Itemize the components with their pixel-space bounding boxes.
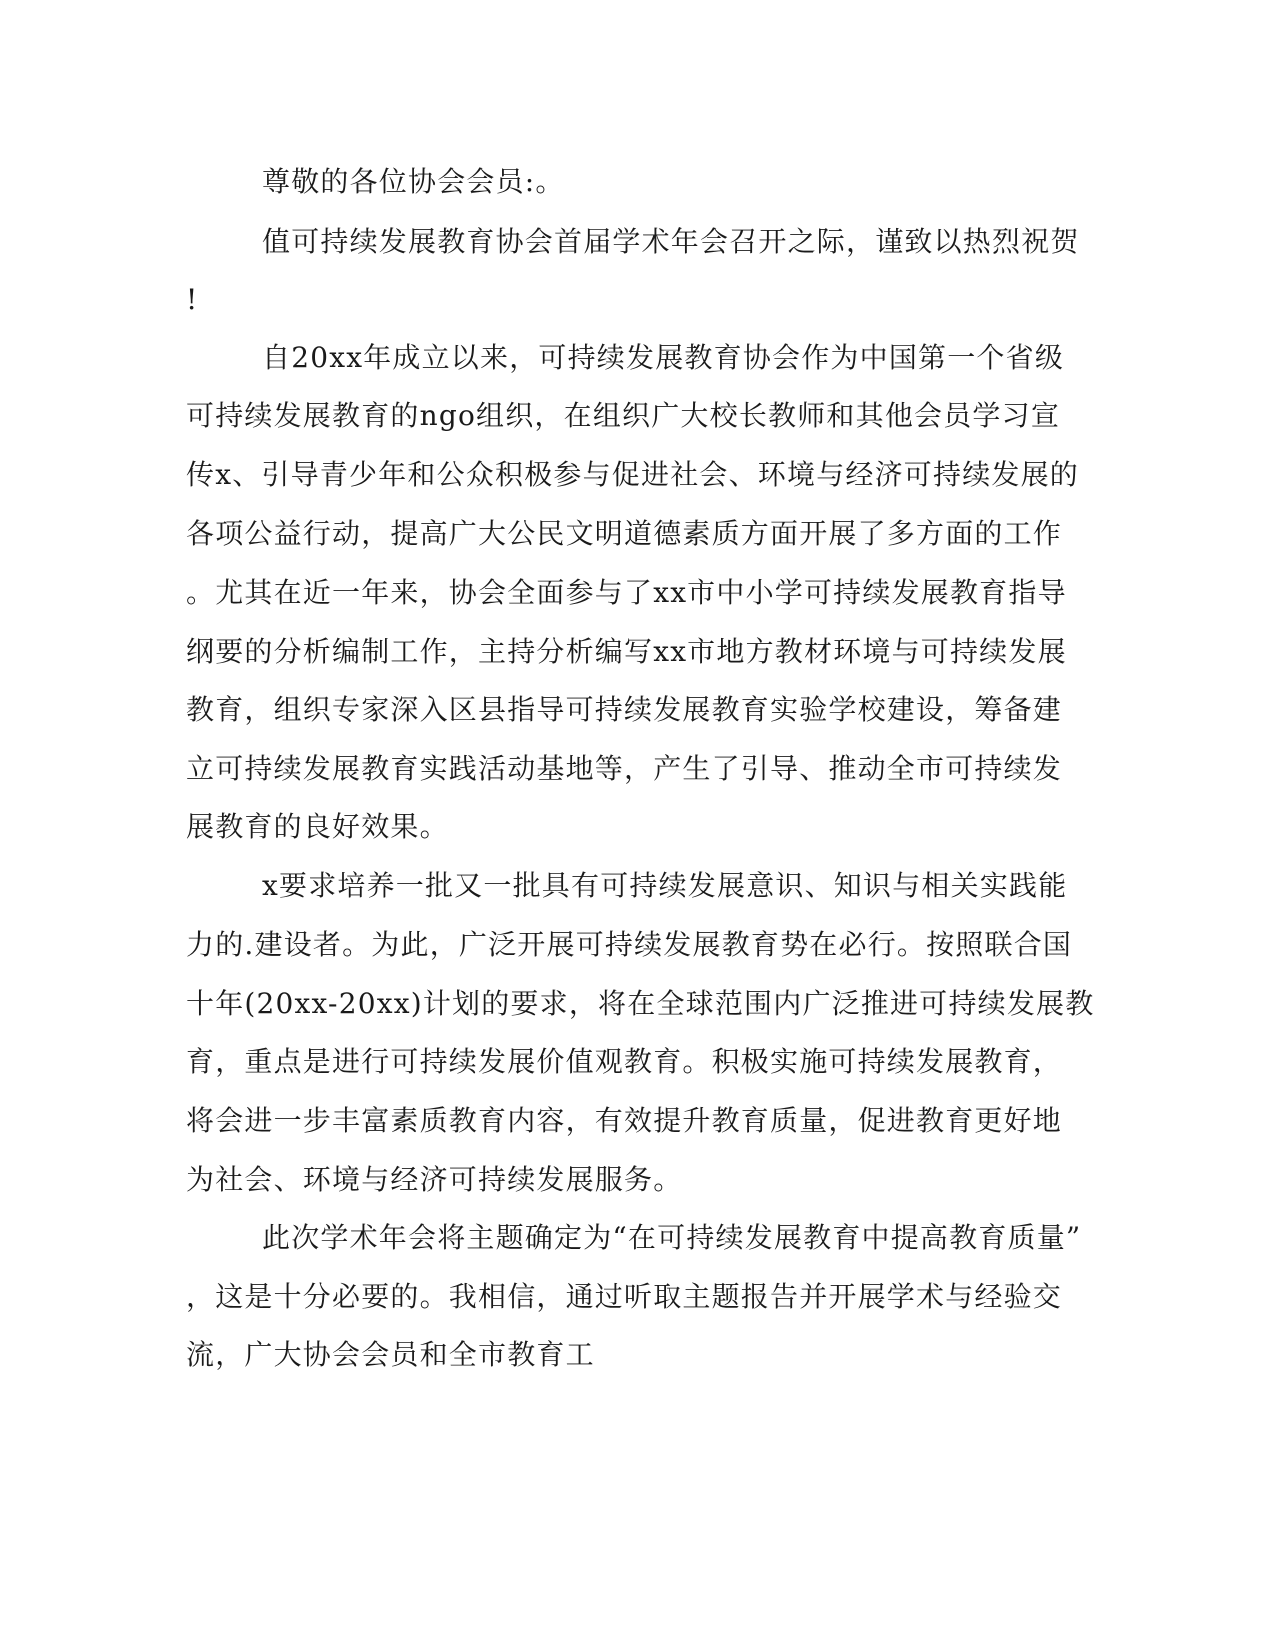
paragraph-2-line-7: 教育，组织专家深入区县指导可持续发展教育实验学校建设，筹备建 <box>186 693 1063 726</box>
paragraph-3-line-5: 将会进一步丰富素质教育内容，有效提升教育质量，促进教育更好地 <box>186 1104 1063 1137</box>
paragraph-2-line-9: 展教育的良好效果。 <box>186 810 449 843</box>
paragraph-4-line-3: 流，广大协会会员和全市教育工 <box>186 1338 595 1371</box>
paragraph-1-line-1: 值可持续发展教育协会首届学术年会召开之际，谨致以热烈祝贺 <box>262 225 1080 258</box>
paragraph-2-line-2: 可持续发展教育的ngo组织，在组织广大校长教师和其他会员学习宣 <box>186 399 1061 432</box>
paragraph-2-line-4: 各项公益行动，提高广大公民文明道德素质方面开展了多方面的工作 <box>186 517 1063 550</box>
paragraph-1-line-2: ! <box>186 283 199 316</box>
paragraph-2-line-8: 立可持续发展教育实践活动基地等，产生了引导、推动全市可持续发 <box>186 752 1063 785</box>
paragraph-3-line-2: 力的.建设者。为此，广泛开展可持续发展教育势在必行。按照联合国 <box>186 928 1073 961</box>
paragraph-3-line-3: 十年(20xx-20xx)计划的要求，将在全球范围内广泛推进可持续发展教 <box>186 987 1095 1020</box>
paragraph-4-line-1: 此次学术年会将主题确定为“在可持续发展教育中提高教育质量” <box>262 1221 1082 1254</box>
paragraph-3-line-4: 育，重点是进行可持续发展价值观教育。积极实施可持续发展教育， <box>186 1045 1063 1078</box>
salutation-line: 尊敬的各位协会会员:。 <box>262 165 565 198</box>
paragraph-2-line-6: 纲要的分析编制工作，主持分析编写xx市地方教材环境与可持续发展 <box>186 635 1067 668</box>
paragraph-3-line-1: x要求培养一批又一批具有可持续发展意识、知识与相关实践能 <box>262 869 1068 902</box>
paragraph-4-line-2: ，这是十分必要的。我相信，通过听取主题报告并开展学术与经验交 <box>186 1280 1063 1313</box>
paragraph-2-line-3: 传x、引导青少年和公众积极参与促进社会、环境与经济可持续发展的 <box>186 458 1079 491</box>
paragraph-2-line-5: 。尤其在近一年来，协会全面参与了xx市中小学可持续发展教育指导 <box>186 576 1067 609</box>
paragraph-2-line-1: 自20xx年成立以来，可持续发展教育协会作为中国第一个省级 <box>262 341 1065 374</box>
paragraph-3-line-6: 为社会、环境与经济可持续发展服务。 <box>186 1163 683 1196</box>
